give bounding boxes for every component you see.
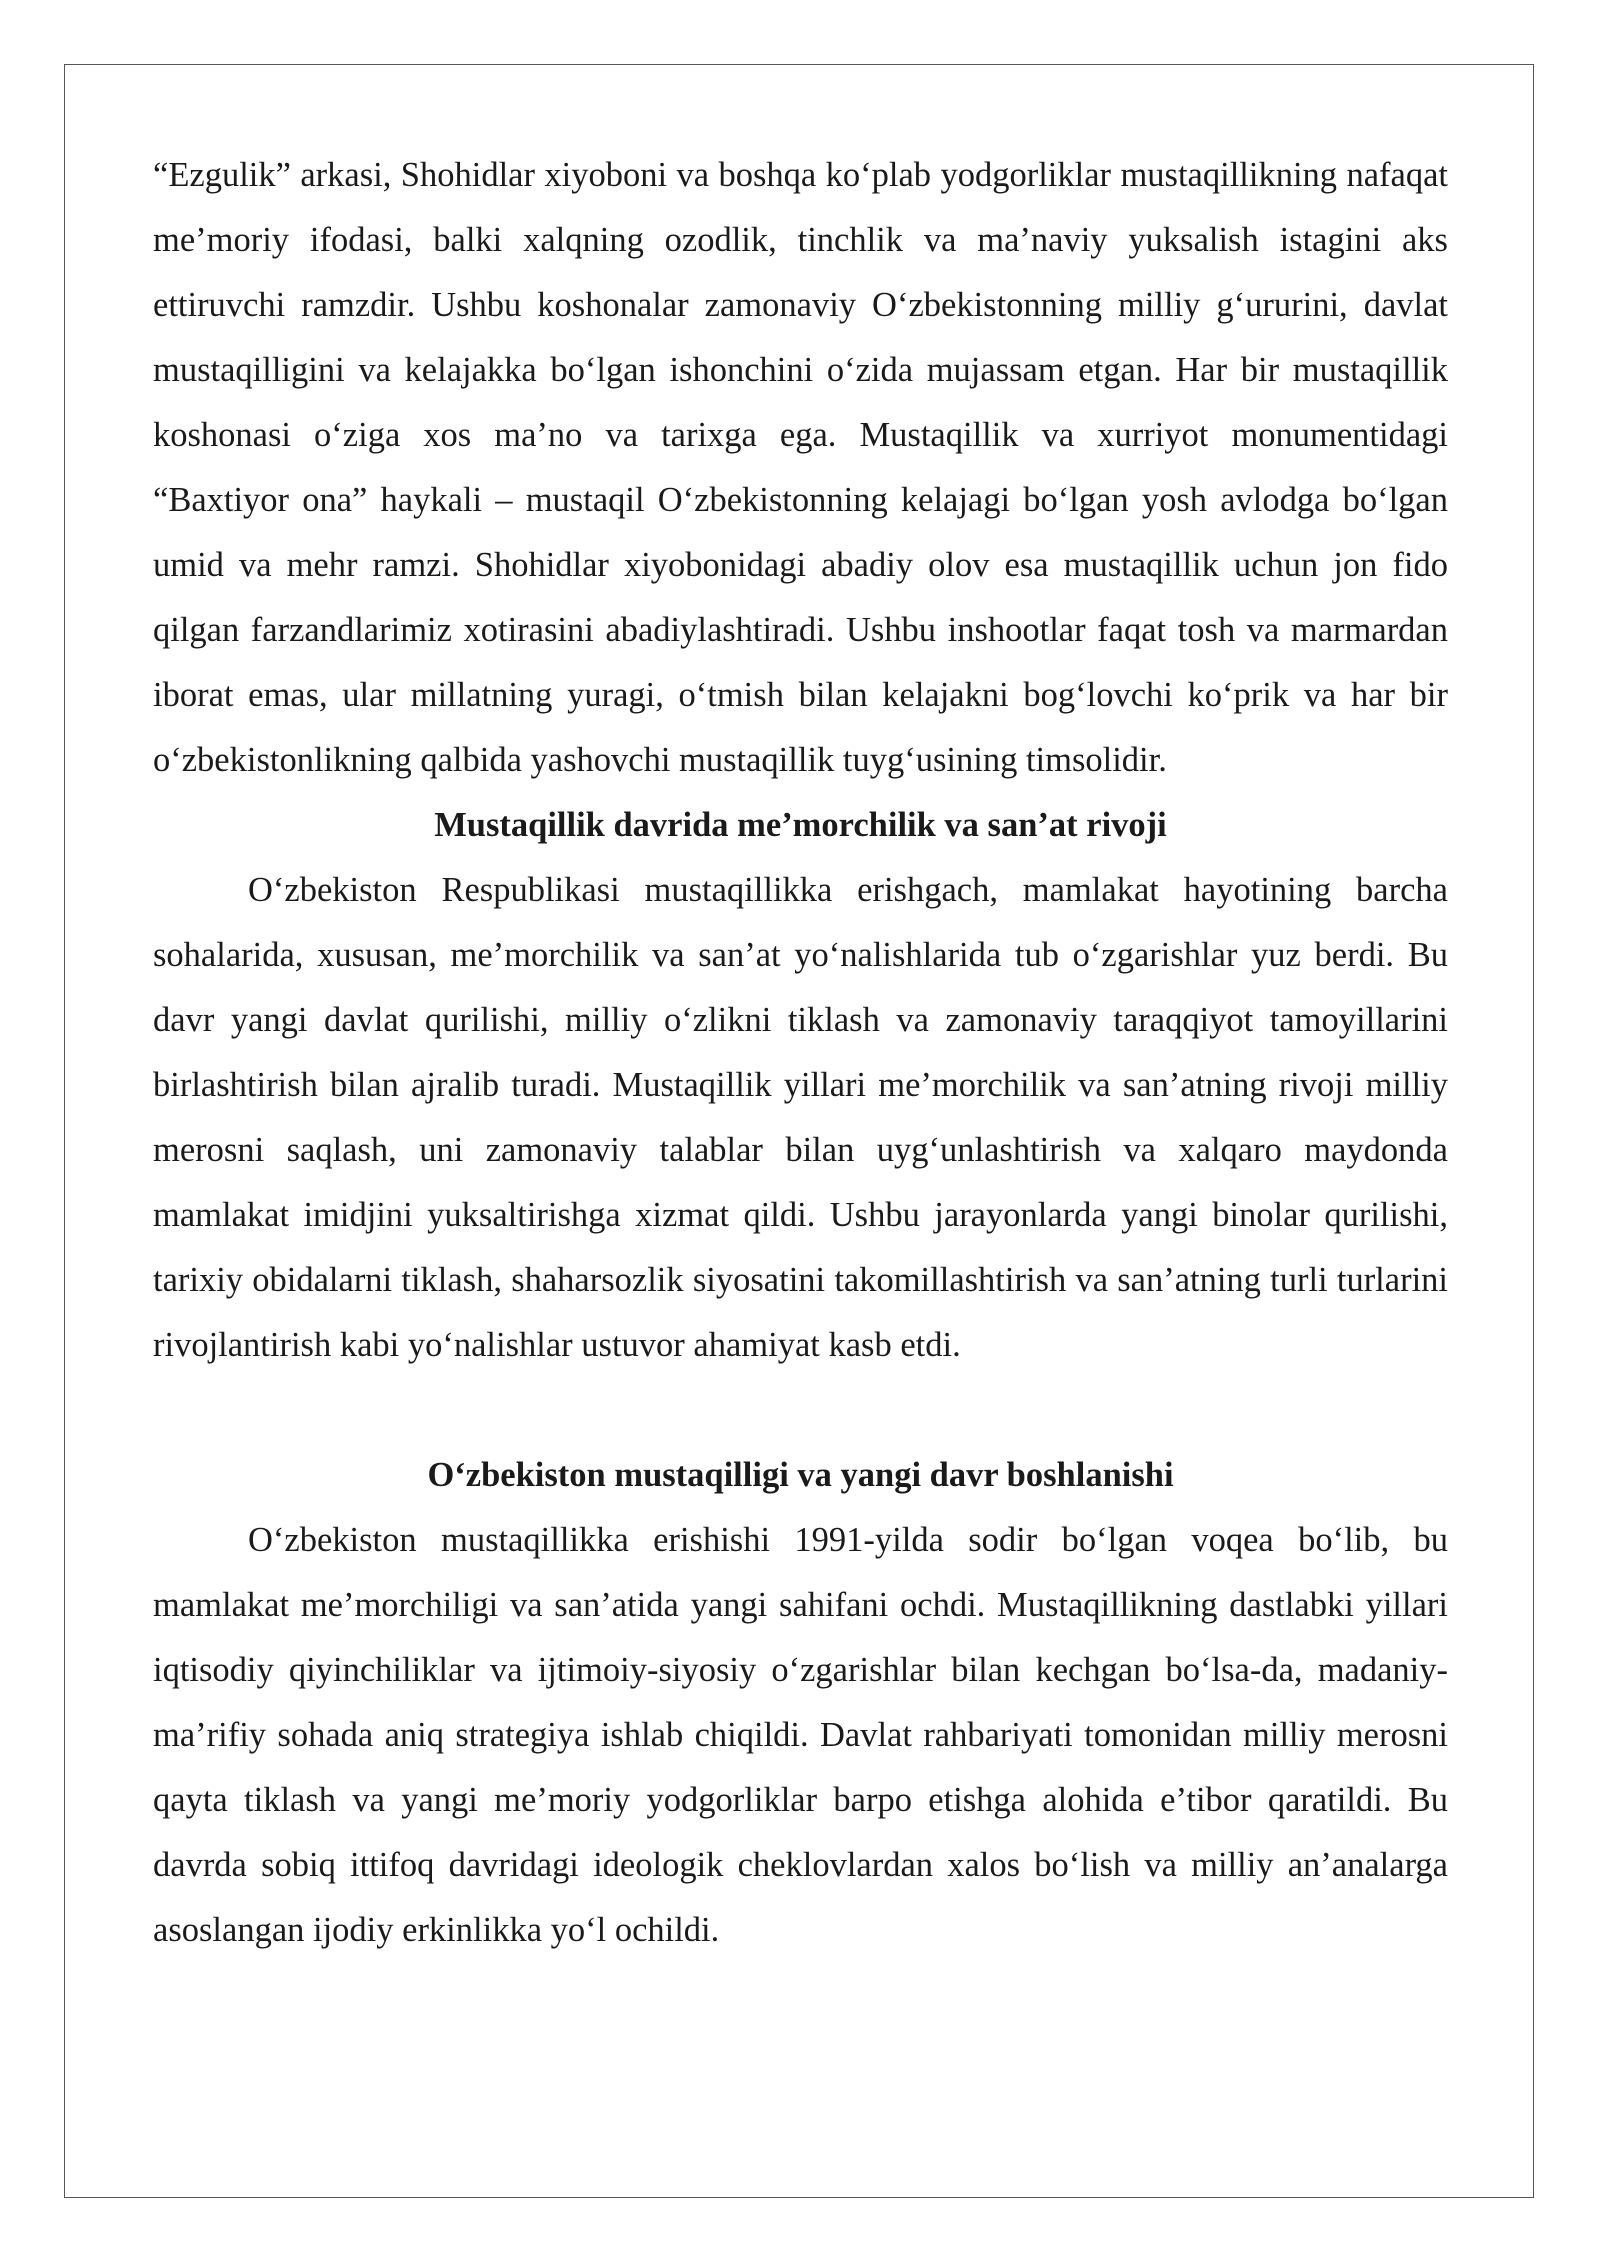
body-paragraph: “Ezgulik” arkasi, Shohidlar xiyoboni va boshqa koʻplab yodgorliklar mustaqillikning nafaqat me’moriy ifodasi, balki xalqning ozodlik, tinchlik va ma’naviy yuksalish istagini aks ettiruvchi ramzdir. Ushbu koshonalar zamonaviy Oʻzbekistonning milliy gʻururini, davlat mustaqilligini va kelajakka boʻlgan ishonchini oʻzida mujassam etgan. Har bir mustaqillik koshonasi oʻziga xos ma’no va tarixga ega. Mustaqillik va xurriyot monumentidagi “Baxtiyor ona” haykali – mustaqil Oʻzbekistonning kelajagi boʻlgan yosh avlodga boʻlgan umid va mehr ramzi. Shohidlar xiyobonidagi abadiy olov esa mustaqillik uchun jon fido qilgan farzandlarimiz xotirasini abadiylashtiradi. Ushbu inshootlar faqat tosh va marmardan iborat emas, ular millatning yuragi, oʻtmish bilan kelajakni bogʻlovchi koʻprik va har bir oʻzbekistonlikning qalbida yashovchi mustaqillik tuygʻusining timsolidir. <box>153 156 1448 779</box>
section-heading: Mustaqillik davrida me’morchilik va san’at rivoji <box>434 806 1167 844</box>
body-paragraph: Oʻzbekiston Respublikasi mustaqillikka erishgach, mamlakat hayotining barcha sohalarida, xususan, me’morchilik va san’at yoʻnalishlarida tub oʻzgarishlar yuz berdi. Bu davr yangi davlat qurilishi, milliy oʻzlikni tiklash va zamonaviy taraqqiyot tamoyillarini birlashtirish bilan ajralib turadi. Mustaqillik yillari me’morchilik va san’atning rivoji milliy merosni saqlash, uni zamonaviy talablar bilan uygʻunlashtirish va xalqaro maydonda mamlakat imidjini yuksaltirishga xizmat qildi. Ushbu jarayonlarda yangi binolar qurilishi, tarixiy obidalarni tiklash, shaharsozlik siyosatini takomillashtirish va san’atning turli turlarini rivojlantirish kabi yoʻnalishlar ustuvor ahamiyat kasb etdi. <box>153 871 1448 1364</box>
section-heading: Oʻzbekiston mustaqilligi va yangi davr boshlanishi <box>427 1456 1174 1494</box>
blank-line <box>153 1378 1448 1443</box>
body-paragraph: Oʻzbekiston mustaqillikka erishishi 1991-yilda sodir boʻlgan voqea boʻlib, bu mamlakat me’morchiligi va san’atida yangi sahifani ochdi. Mustaqillikning dastlabki yillari iqtisodiy qiyinchiliklar va ijtimoiy-siyosiy oʻzgarishlar bilan kechgan boʻlsa-da, madaniy-ma’rifiy sohada aniq strategiya ishlab chiqildi. Davlat rahbariyati tomonidan milliy merosni qayta tiklash va yangi me’moriy yodgorliklar barpo etishga alohida e’tibor qaratildi. Bu davrda sobiq ittifoq davridagi ideologik cheklovlardan xalos boʻlish va milliy an’analarga asoslangan ijodiy erkinlikka yoʻl ochildi. <box>153 1521 1448 1949</box>
document-body <box>153 143 1448 1963</box>
